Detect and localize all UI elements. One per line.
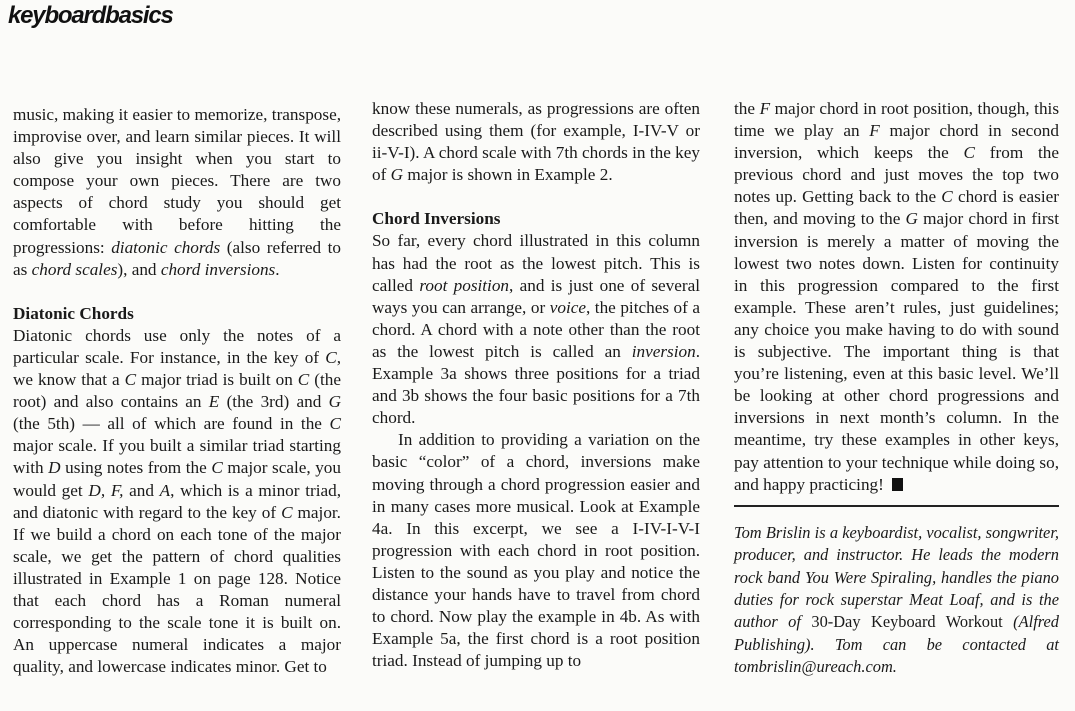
text-run: major chord in second inversion, which keeps the: [734, 121, 1059, 163]
text-run: .: [275, 259, 280, 279]
body-paragraph: In addition to providing a variation on the basic “color” of a chord, inversions make moving through a chord progression easier and in many cases more musical. Look at Example 4a. In this excerpt, we see a I-IV-I-V-I progression with each chord in root position. Listen to the sound as you play and notice the distance your hands have to travel from chord to chord. Now play the example in 4b. As with Example 5a, the first chord is a root position triad. Instead of jumping up to: [372, 430, 700, 671]
text-run: , the pitches of a chord. A chord with a note other than the root as the lowest pitch is called an: [372, 297, 700, 361]
body-paragraph: [13, 325, 341, 679]
text-run: major is shown in Example 2.: [403, 165, 613, 185]
note-name: C: [297, 370, 310, 390]
note-name: F: [759, 99, 771, 118]
body-paragraph: [734, 98, 1059, 496]
section-heading-diatonic-chords: Diatonic Chords: [13, 303, 134, 323]
text-run: major chord in first inversion is merely a matter of moving the lowest two notes down. Listen for continuity in this progression compared to the first example. These aren’t rules, just guidelines; any choice you make having to do with sound is subjective. The important thing is that you’re listening, even at this basic level. We’ll be looking at other chord progressions and inversions in next month’s column. In the meantime, try these examples in other keys, pay attention to your technique while doing so, and happy practicing!: [734, 209, 1060, 494]
spacer: [13, 281, 341, 303]
term-chord-scales: chord scales: [31, 259, 118, 279]
note-name: G: [390, 165, 404, 185]
note-name: D, F,: [88, 480, 124, 500]
text-run: ), and: [117, 259, 161, 279]
note-name: C: [281, 502, 293, 522]
text-run: (the 3rd) and: [219, 392, 329, 412]
text-run: (Alfred Publishing). Tom can be contacted at tombrislin@ureach.com.: [734, 612, 1059, 677]
note-name: D: [48, 458, 61, 478]
term-inversion: inversion: [631, 341, 696, 361]
text-run: (also referred to as: [13, 237, 341, 279]
text-run: Diatonic chords use only the notes of a particular scale. For instance, in the key of: [13, 325, 341, 367]
note-name: C: [124, 370, 137, 390]
note-name: C: [941, 187, 953, 207]
text-run: using notes from the: [60, 458, 212, 478]
text-run: major chord in root position, though, this time we play an: [734, 99, 1060, 141]
article-column-1: [13, 98, 341, 678]
bio-divider: [734, 505, 1059, 507]
note-name: F: [869, 121, 880, 141]
masthead-title: keyboardbasics: [8, 2, 173, 29]
text-run: music, making it easier to memorize, transpose, improvise over, and learn similar pieces. It will also give you insight when you start to compose your own pieces. There are two aspects of chord study you should get comfortable with before hitting the progressions:: [13, 105, 341, 257]
intro-paragraph: [372, 98, 700, 186]
text-run: major triad is built on: [136, 370, 298, 390]
text-run: chord is easier then, and moving to the: [734, 187, 1059, 229]
note-name: G: [328, 392, 341, 412]
note-name: E: [208, 392, 220, 412]
note-name: G: [905, 209, 918, 229]
text-run: major scale. If you built a similar triad starting with: [13, 436, 341, 478]
end-of-article-icon: [892, 478, 903, 491]
text-run: , we know that a: [13, 347, 341, 390]
spacer: [372, 186, 700, 208]
text-run: (the root) and also contains an: [13, 370, 341, 412]
text-run: and: [123, 480, 160, 500]
section-heading-chord-inversions: Chord Inversions: [372, 209, 501, 229]
text-run: (the 5th) — all of which are found in the: [13, 414, 330, 434]
book-title: 30-Day Keyboard Workout: [811, 612, 1003, 632]
note-name: C: [963, 143, 976, 163]
text-run: from the previous chord and just moves the top two notes up. Getting back to the: [734, 143, 1059, 207]
text-run: major. If we build a chord on each tone of the major scale, we get the pattern of chord qualities illustrated in Example 1 on page 128. Notice that each chord has a Roman numeral corresponding to the scale tone it is built on. An uppercase numeral indicates a major quality, and lowercase indicates minor. Get to: [13, 502, 341, 677]
text-run: major scale, you would get: [13, 458, 341, 500]
intro-paragraph: [13, 104, 341, 281]
article-column-3: [734, 98, 1059, 679]
note-name: A: [159, 480, 171, 500]
note-name: C: [211, 458, 223, 478]
text-run: the: [734, 99, 760, 118]
text-run: Tom Brislin is a keyboardist, vocalist, songwriter, producer, and instructor. He leads the modern rock band You Were Spiraling, handles the piano duties for rock superstar Meat Loaf, and is the author of: [734, 522, 1059, 632]
term-chord-inversions: chord inversions: [160, 259, 276, 279]
author-bio: [734, 522, 1059, 679]
text-run: , which is a minor triad, and diatonic with regard to the key of: [13, 480, 341, 522]
term-diatonic-chords: diatonic chords: [111, 237, 221, 257]
article-column-2: [372, 98, 700, 672]
text-run: So far, every chord illustrated in this column has had the root as the lowest pitch. This is called: [372, 231, 700, 295]
text-run: know these numerals, as progressions are often described using them (for example, I-IV-V or ii-V-I). A chord scale with 7th chords in the key of: [372, 99, 700, 185]
term-root-position: root position: [419, 275, 510, 295]
text-run: , and is just one of several ways you can arrange, or: [372, 275, 700, 317]
text-run: . Example 3a shows three positions for a triad and 3b shows the four basic positions for a 7th chord.: [372, 341, 700, 428]
term-voice: voice: [549, 297, 586, 317]
note-name: C: [329, 414, 341, 434]
note-name: C: [325, 347, 337, 367]
body-paragraph: [372, 230, 700, 429]
